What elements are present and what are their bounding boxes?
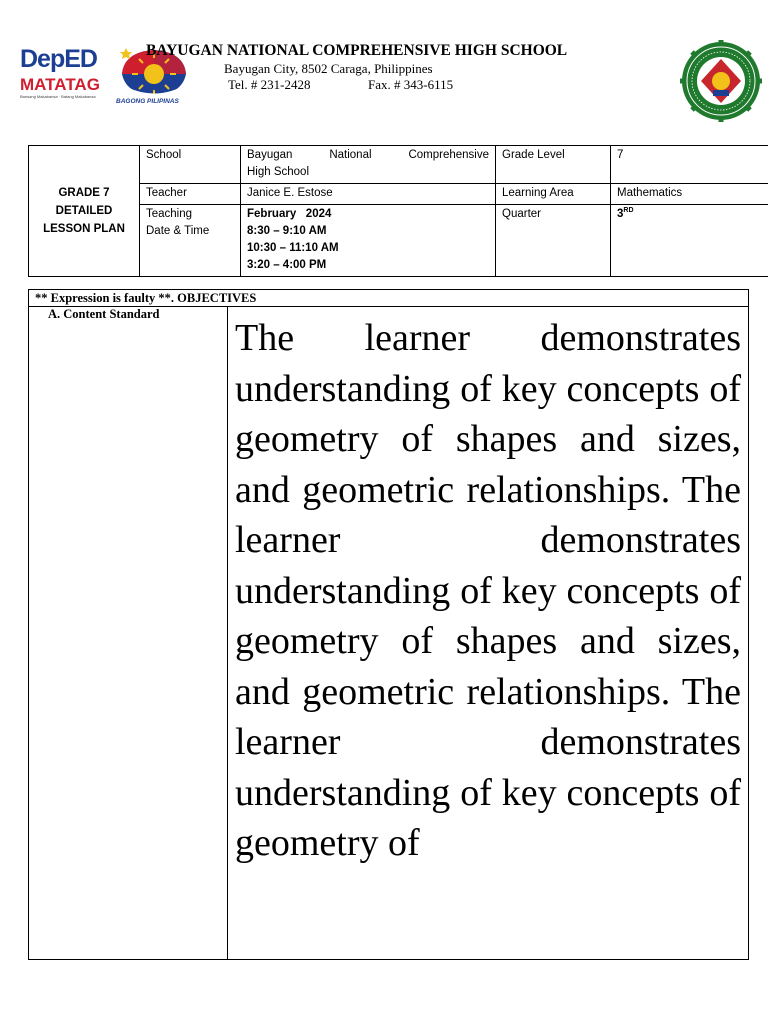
deped-tagline: Bansang Makabansa · Batang Makabansa (20, 94, 96, 99)
telephone-number: Tel. # 231-2428 (228, 77, 311, 92)
school-value-line: High School (247, 166, 310, 178)
quarter-number: 3 (617, 208, 624, 220)
deped-matatag-logo (20, 46, 102, 110)
school-value (241, 146, 496, 184)
objectives-header: ** Expression is faulty **. OBJECTIVES (29, 290, 749, 307)
quarter-suffix: RD (623, 207, 634, 215)
lesson-plan-info-table (28, 145, 768, 277)
teaching-date-time-label (140, 205, 241, 277)
grade-level-value: 7 (611, 146, 768, 184)
grade-level-label: Grade Level (496, 146, 611, 184)
matatag-logo-text: MATATAG (20, 75, 100, 94)
deped-logo-text: DepED (20, 45, 97, 73)
teaching-time: 8:30 – 9:10 AM (247, 225, 327, 237)
content-standard-text: The learner demonstrates understanding of key concepts of geometry of shapes and sizes, and geometric relationships. The learner demonstrates understanding of key concepts of geometry of shapes and sizes, and geometric relationships. The learner demonstrates understanding of key concepts of geometry of (235, 317, 742, 864)
teaching-date-time-value (241, 205, 496, 277)
lesson-plan-title-cell (29, 146, 140, 277)
plan-title-line: LESSON PLAN (43, 223, 125, 235)
teaching-time: 3:20 – 4:00 PM (247, 259, 327, 271)
plan-title-line: GRADE 7 (58, 187, 110, 199)
school-value-line: Bayugan National Comprehensive (247, 149, 489, 161)
teacher-label: Teacher (140, 184, 241, 205)
quarter-value (611, 205, 768, 277)
content-standard-label: A. Content Standard (29, 307, 228, 960)
teaching-label-line: Teaching (146, 208, 193, 220)
bagong-pilipinas-label: BAGONG PILIPINAS (116, 98, 179, 105)
school-address: Bayugan City, 8502 Caraga, Philippines (224, 61, 433, 76)
quarter-label: Quarter (496, 205, 611, 277)
school-seal-logo (680, 40, 762, 122)
learning-area-value: Mathematics (611, 184, 768, 205)
school-name-title: BAYUGAN NATIONAL COMPREHENSIVE HIGH SCHOOL (146, 42, 568, 59)
content-standard-cell (228, 307, 749, 960)
plan-title-line: DETAILED (55, 205, 113, 217)
school-label: School (140, 146, 241, 184)
teaching-label-line: Date & Time (146, 225, 210, 237)
teacher-value: Janice E. Estose (241, 184, 496, 205)
teaching-date: February 2024 (247, 208, 332, 220)
objectives-table (28, 289, 749, 960)
fax-number: Fax. # 343-6115 (368, 77, 454, 92)
teaching-time: 10:30 – 11:10 AM (247, 242, 339, 254)
learning-area-label: Learning Area (496, 184, 611, 205)
school-seal-icon (680, 40, 762, 122)
